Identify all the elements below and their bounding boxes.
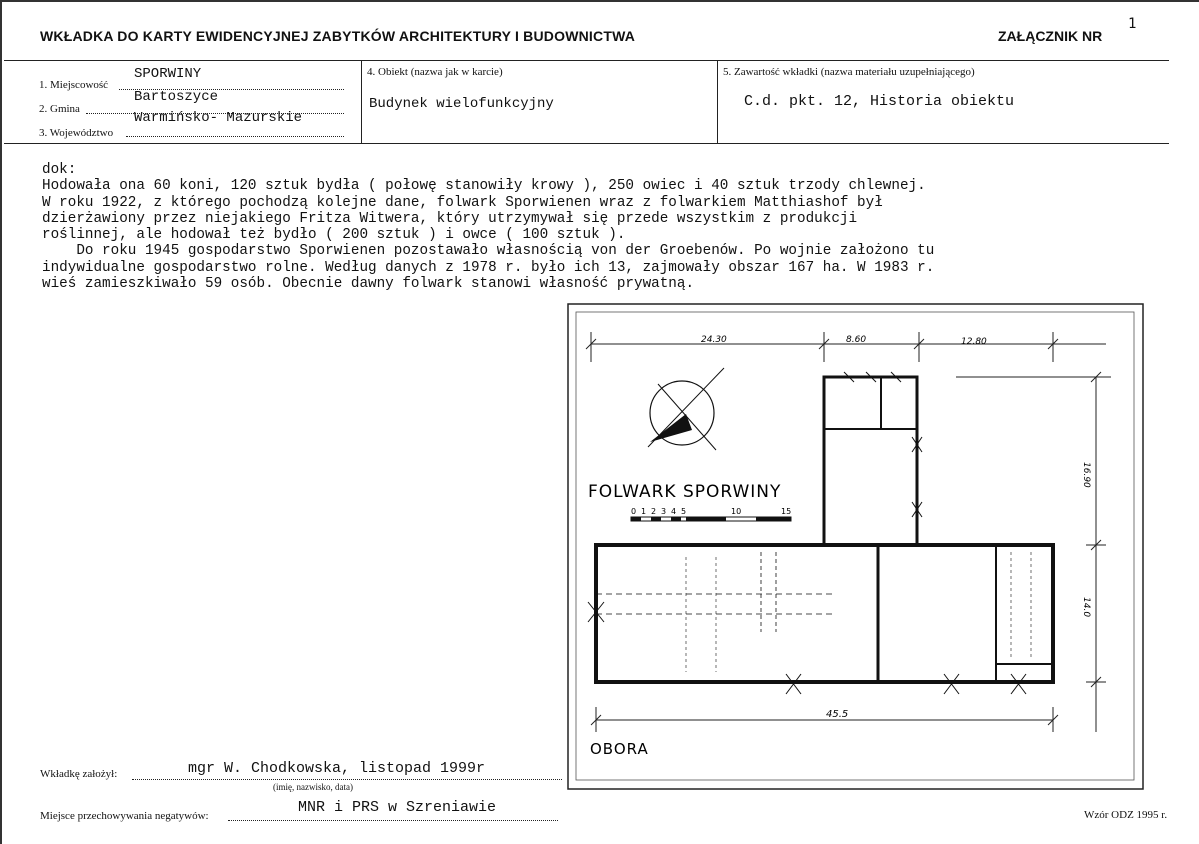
main-building-outline: [588, 545, 1053, 694]
negatywy-value: MNR i PRS w Szreniawie: [298, 799, 497, 816]
bottom-dimension-line: [591, 707, 1058, 732]
dotted-line: [126, 136, 344, 137]
zalozyl-label: Wkładkę założył:: [40, 768, 118, 780]
floor-plan: [566, 302, 1146, 797]
plan-title: FOLWARK SPORWINY: [588, 482, 782, 502]
miejscowosc-label: 1. Miejscowość: [39, 79, 109, 91]
dim-top-2: 8.60: [846, 335, 867, 345]
header-fields-table: [4, 60, 1169, 144]
zawartosc-value: C.d. pkt. 12, Historia obiektu: [744, 93, 1015, 110]
form-version: Wzór ODZ 1995 r.: [1084, 809, 1168, 821]
scale-tick-label: 3: [661, 507, 667, 516]
dotted-line: [228, 820, 558, 821]
column-divider: [361, 61, 362, 143]
dim-right-2: 14.0: [1081, 597, 1091, 618]
scale-tick-label: 1: [641, 507, 647, 516]
negatywy-label: Miejsce przechowywania negatywów:: [40, 810, 209, 822]
building-label: OBORA: [590, 740, 649, 758]
scale-tick-label: 5: [681, 507, 687, 516]
dim-top-1: 24.30: [701, 335, 727, 345]
wojewodztwo-label: 3. Województwo: [39, 127, 114, 139]
floor-plan-svg: [566, 302, 1146, 792]
right-dimension-line: [956, 372, 1111, 732]
annex-label: ZAŁĄCZNIK NR: [998, 28, 1103, 44]
dim-top-3: 12.80: [961, 337, 987, 347]
miejscowosc-value: SPORWINY: [134, 66, 202, 82]
wojewodztwo-value: Warmińsko- Mazurskie: [134, 110, 303, 126]
scale-tick-label: 0: [631, 507, 637, 516]
annex-number: 1: [1128, 16, 1137, 32]
zalozyl-sub: (imię, nazwisko, data): [273, 782, 353, 792]
gmina-value: Bartoszyce: [134, 89, 219, 105]
document-title: WKŁADKA DO KARTY EWIDENCYJNEJ ZABYTKÓW ARCHITEKTURY I BUDOWNICTWA: [40, 28, 636, 44]
scale-bar: [631, 517, 791, 521]
zalozyl-value: mgr W. Chodkowska, listopad 1999r: [188, 760, 486, 777]
zawartosc-label: 5. Zawartość wkładki (nazwa materiału uzupełniającego): [723, 66, 975, 78]
obiekt-label: 4. Obiekt (nazwa jak w karcie): [367, 66, 503, 78]
scale-tick-label: 4: [671, 507, 677, 516]
scale-tick-label: 2: [651, 507, 657, 516]
scale-tick-label: 10: [731, 507, 742, 516]
dim-right-1: 16.90: [1081, 462, 1091, 488]
gmina-label: 2. Gmina: [39, 103, 80, 115]
column-divider: [717, 61, 718, 143]
annex-building-outline: [824, 372, 922, 545]
history-text: dok: Hodowała ona 60 koni, 120 sztuk bydła ( połowę stanowiły krowy ), 250 owiec i 40 sztuk trzody chlewnej. W roku 1922, z którego pochodzą kolejne dane, folwark Sporwienen wraz z folwarkiem Matthiashof był dzierżawiony przez niejakiego Fritza Witwera, który utrzymywał się przede wszystkim z produkcji roślinnej, ale hodował też bydło ( 200 sztuk ) i owce ( 100 sztuk ). Do roku 1945 gospodarstwo Sporwienen pozostawało własnością von der Groebenów. Po wojnie założono tu indywidualne gospodarstwo rolne. Według danych z 1978 r. było ich 13, zajmowały obszar 167 ha. W 1983 r. wieś zamieszkiwało 59 osób. Obecnie dawny folwark stanowi własność prywatną.: [42, 162, 935, 293]
obiekt-value: Budynek wielofunkcyjny: [369, 96, 554, 112]
dotted-line: [132, 779, 562, 780]
scale-tick-label: 15: [781, 507, 792, 516]
dim-bottom: 45.5: [826, 709, 849, 720]
north-arrow-icon: [648, 368, 724, 450]
